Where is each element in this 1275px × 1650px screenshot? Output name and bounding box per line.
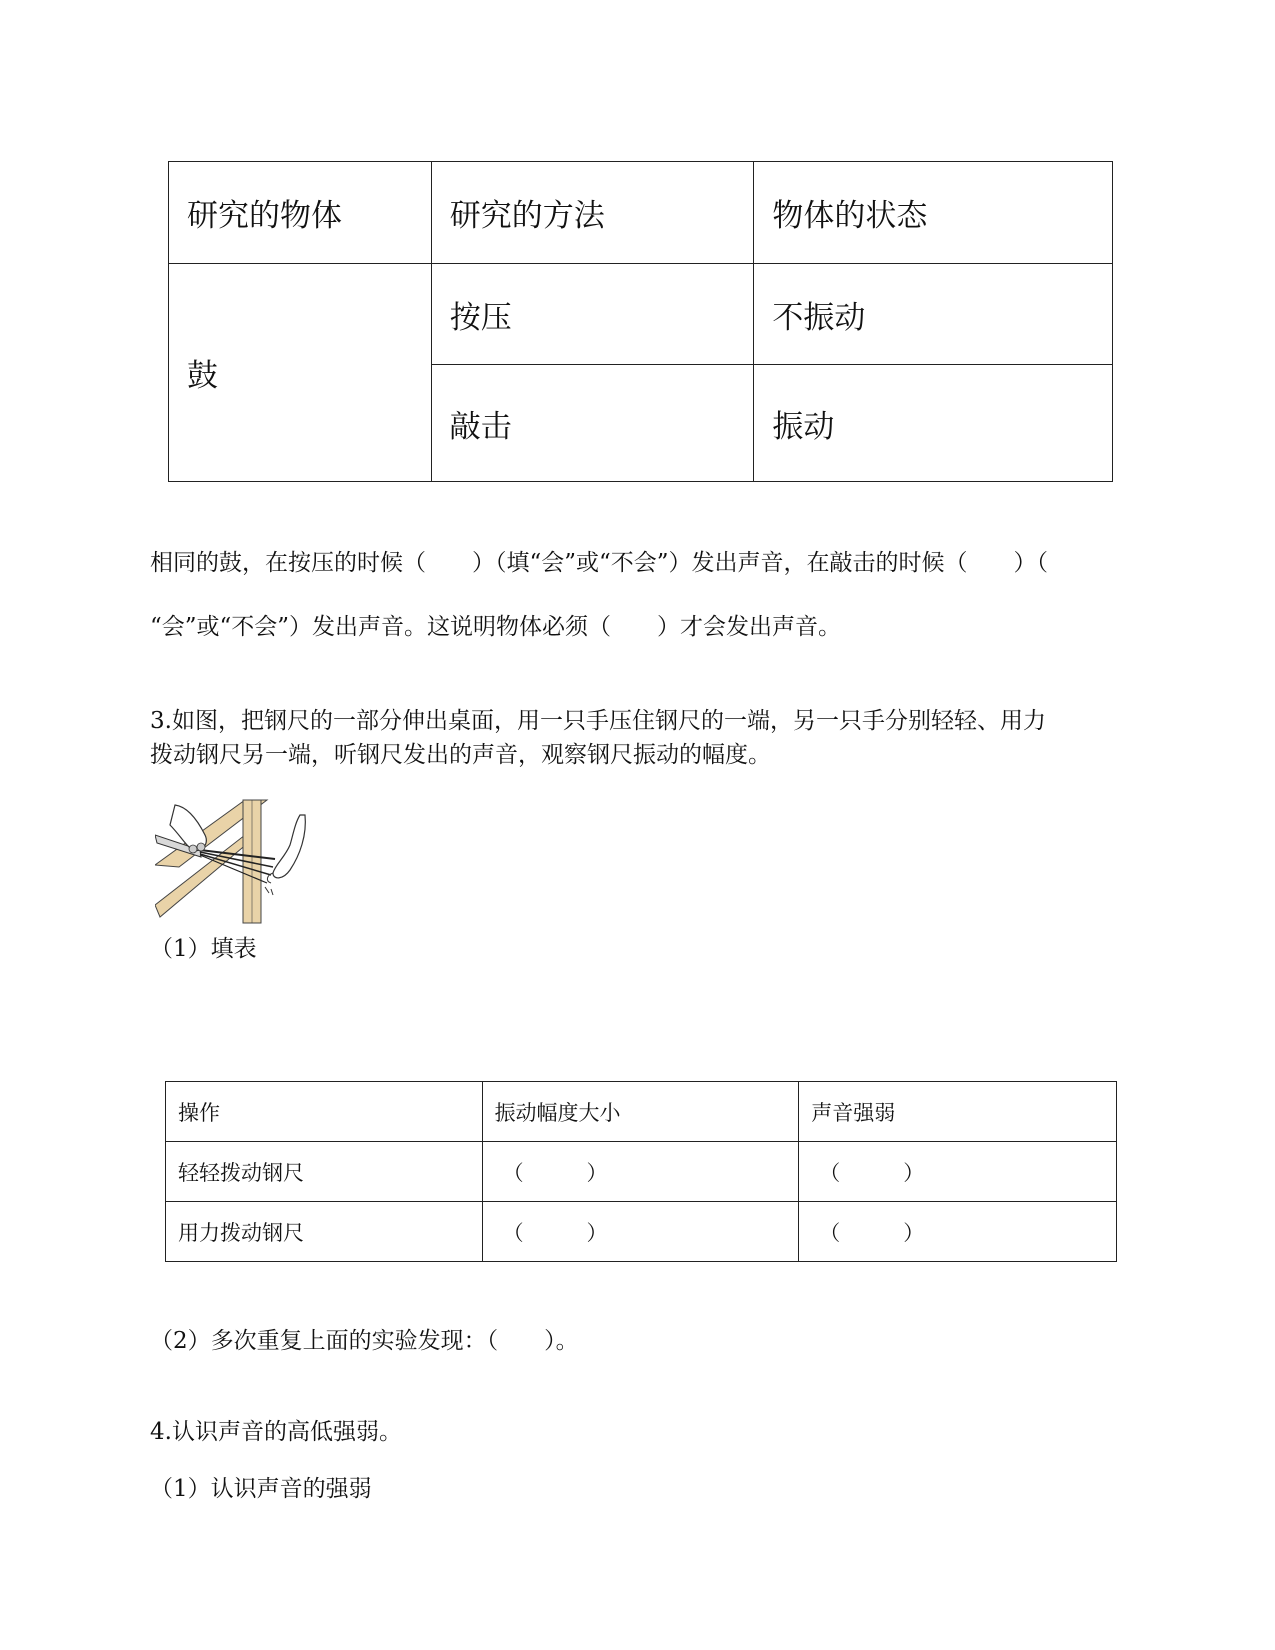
question-3-line-2: 拨动钢尺另一端，听钢尺发出的声音，观察钢尺振动的幅度。 — [150, 742, 771, 768]
cell-method-strike: 敲击 — [431, 365, 754, 482]
question-4-title: 4.认识声音的高低强弱。 — [150, 1419, 402, 1445]
cell-op-forceful: 用力拨动钢尺 — [166, 1202, 483, 1262]
question-2-line-1: 相同的鼓，在按压的时候（ ）（填“会”或“不会”）发出声音，在敲击的时候（ ）（ — [150, 550, 1049, 576]
cell-method-press: 按压 — [431, 264, 754, 365]
cell-state-strike: 振动 — [754, 365, 1113, 482]
question-4-sub-1: （1）认识声音的强弱 — [150, 1476, 372, 1502]
cell-amp-forceful[interactable]: （ ） — [482, 1202, 799, 1262]
ruler-experiment-illustration — [155, 795, 320, 925]
header-operation: 操作 — [166, 1082, 483, 1142]
cell-sound-gentle[interactable]: （ ） — [799, 1142, 1117, 1202]
cell-object-drum: 鼓 — [169, 264, 432, 482]
header-method: 研究的方法 — [431, 162, 754, 264]
cell-state-press: 不振动 — [754, 264, 1113, 365]
question-3-sub-2: （2）多次重复上面的实验发现：（ ）。 — [150, 1328, 579, 1354]
header-sound: 声音强弱 — [799, 1082, 1117, 1142]
cell-amp-gentle[interactable]: （ ） — [482, 1142, 799, 1202]
ruler-table — [165, 1081, 1117, 1262]
drum-table — [168, 161, 1113, 482]
question-2-line-2: “会”或“不会”）发出声音。这说明物体必须（ ）才会发出声音。 — [150, 614, 842, 640]
header-object: 研究的物体 — [169, 162, 432, 264]
cell-op-gentle: 轻轻拨动钢尺 — [166, 1142, 483, 1202]
question-3-line-1: 3.如图，把钢尺的一部分伸出桌面，用一只手压住钢尺的一端，另一只手分别轻轻、用力 — [150, 708, 1046, 734]
header-amplitude: 振动幅度大小 — [482, 1082, 799, 1142]
question-3-sub-1: （1）填表 — [150, 936, 257, 962]
cell-sound-forceful[interactable]: （ ） — [799, 1202, 1117, 1262]
header-state: 物体的状态 — [754, 162, 1113, 264]
